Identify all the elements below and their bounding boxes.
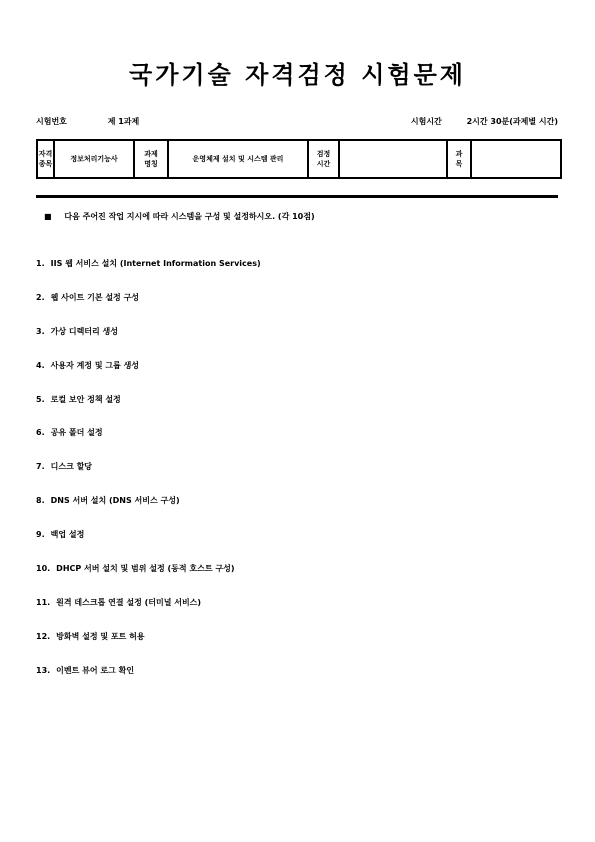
info-cell-time-value <box>339 140 447 178</box>
exam-meta-row <box>36 116 558 128</box>
instruction-line <box>44 211 315 222</box>
list-item <box>36 322 261 356</box>
list-item <box>36 356 261 390</box>
exam-time-label: 시험시간 <box>410 117 442 126</box>
item-text: 사용자 계정 및 그룹 생성 <box>50 360 140 370</box>
exam-number-value: 제 1과제 <box>107 117 140 126</box>
instruction-text: 다음 주어진 작업 지시에 따라 시스템을 구성 및 설정하시오. (각 10점) <box>64 212 315 221</box>
list-item <box>36 559 261 593</box>
list-item <box>36 254 261 288</box>
list-item <box>36 627 261 661</box>
item-number: 7. <box>36 462 45 472</box>
list-item <box>36 593 261 627</box>
item-number: 4. <box>36 360 45 370</box>
exam-info-table <box>36 139 562 179</box>
item-text: 원격 데스크톱 연결 설정 (터미널 서비스) <box>56 597 202 607</box>
exam-number-label: 시험번호 <box>36 117 67 126</box>
list-item <box>36 491 261 525</box>
exam-time-value: 2시간 30분(과제별 시간) <box>466 117 558 126</box>
info-cell-time-label: 검정 시간 <box>308 140 339 178</box>
document-title: 국가기술 자격검정 시험문제 <box>129 60 466 89</box>
info-cell-task-value: 운영체제 설치 및 시스템 관리 <box>168 140 308 178</box>
info-cell-task-label: 과제 명칭 <box>134 140 168 178</box>
task-list <box>36 254 261 695</box>
list-item <box>36 525 261 559</box>
list-item <box>36 457 261 491</box>
item-text: DHCP 서버 설치 및 범위 설정 (동적 호스트 구성) <box>56 564 235 574</box>
item-number: 3. <box>36 326 45 336</box>
item-text: 공유 폴더 설정 <box>50 428 103 438</box>
info-cell-subject-value: 정보처리기능사 <box>54 140 134 178</box>
square-bullet-icon: ■ <box>44 212 52 221</box>
item-text: IIS 웹 서비스 설치 (Internet Information Services) <box>50 259 261 268</box>
list-item <box>36 423 261 457</box>
info-cell-subject-label: 자격 종목 <box>37 140 54 178</box>
item-number: 2. <box>36 292 45 302</box>
item-text: 가상 디렉터리 생성 <box>50 326 119 336</box>
item-number: 5. <box>36 394 45 404</box>
list-item <box>36 661 261 695</box>
list-item <box>36 390 261 424</box>
item-number: 13. <box>36 665 51 675</box>
item-text: 웹 사이트 기본 설정 구성 <box>50 292 140 302</box>
item-text: 백업 설정 <box>50 530 85 540</box>
item-text: DNS 서버 설치 (DNS 서비스 구성) <box>50 496 180 506</box>
item-text: 이벤트 뷰어 로그 확인 <box>56 665 135 675</box>
info-cell-course-value <box>471 140 561 178</box>
item-number: 10. <box>36 564 51 574</box>
item-text: 디스크 할당 <box>50 462 93 472</box>
item-number: 1. <box>36 259 45 268</box>
item-number: 6. <box>36 428 45 438</box>
item-number: 12. <box>36 631 51 641</box>
section-divider <box>36 195 558 198</box>
item-number: 9. <box>36 530 45 540</box>
item-text: 방화벽 설정 및 포트 허용 <box>56 631 145 641</box>
exam-number-block <box>36 116 139 127</box>
list-item <box>36 288 261 322</box>
exam-time-block <box>411 116 558 127</box>
item-number: 11. <box>36 597 51 607</box>
info-cell-course-label: 과 목 <box>447 140 471 178</box>
item-text: 로컬 보안 정책 설정 <box>50 394 121 404</box>
item-number: 8. <box>36 496 45 506</box>
